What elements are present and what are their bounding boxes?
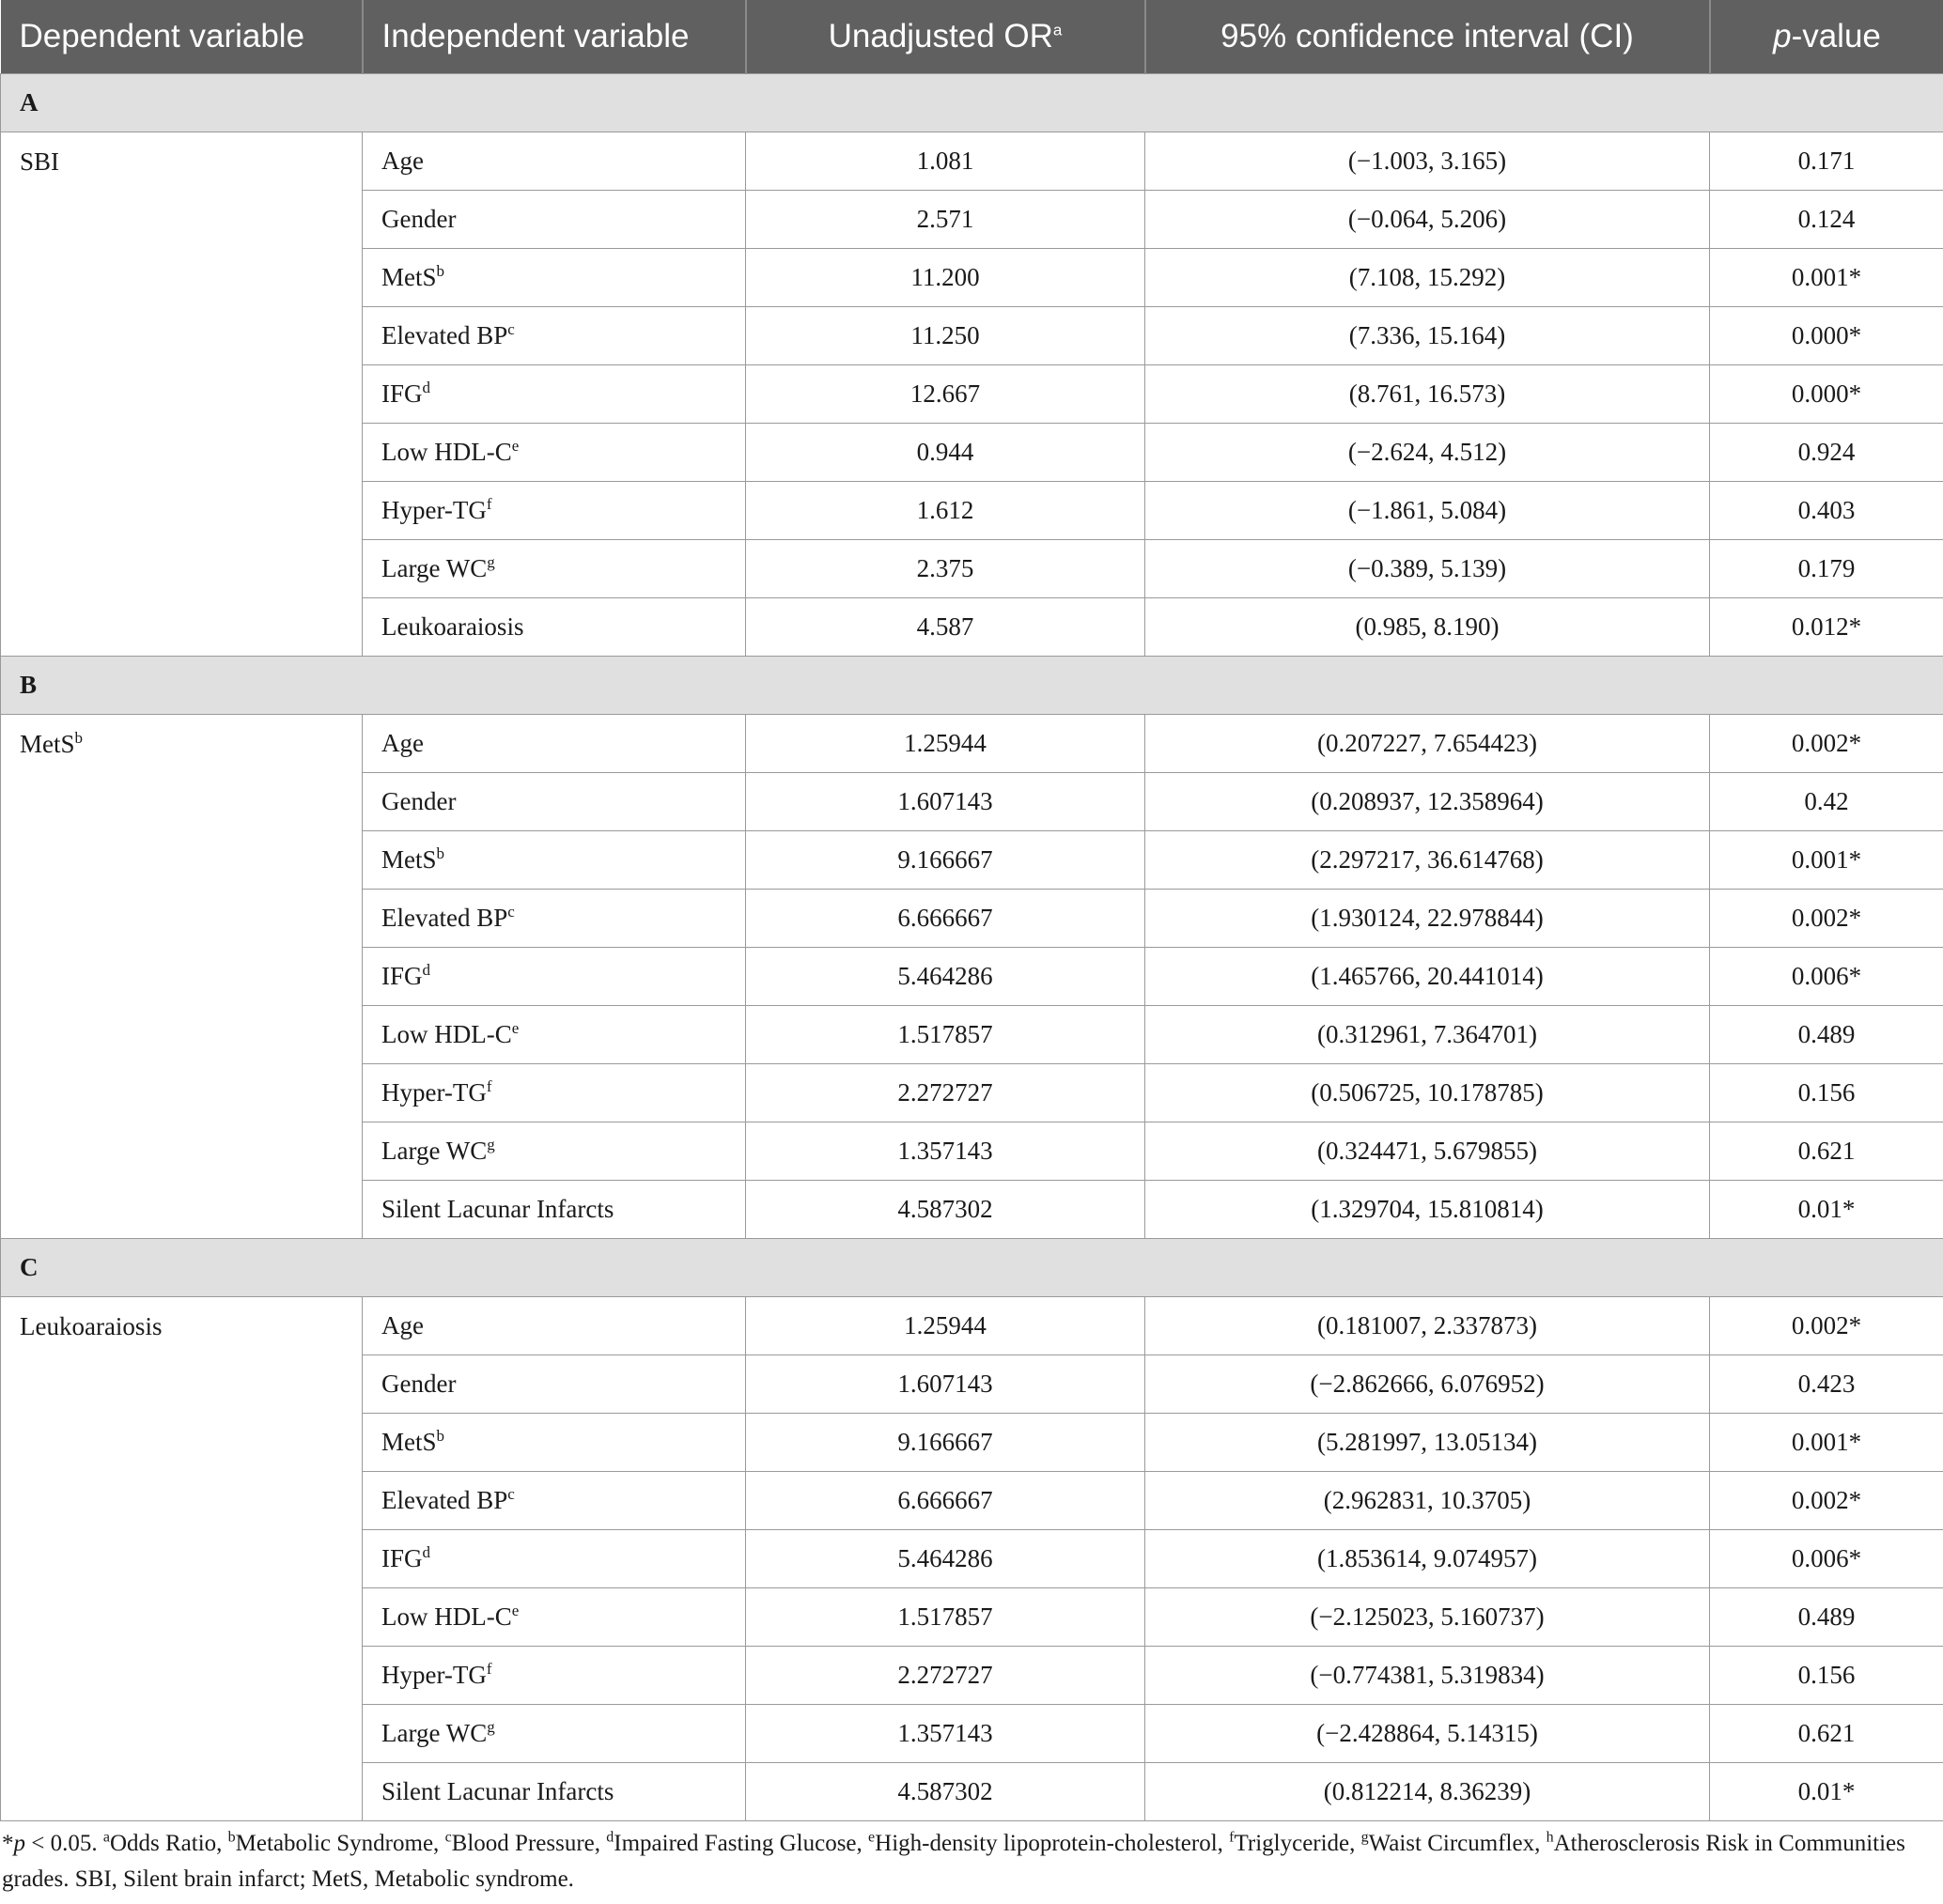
- independent-variable-cell: [363, 307, 746, 365]
- odds-ratio-cell: 12.667: [746, 365, 1145, 424]
- independent-variable-sup: d: [422, 379, 431, 396]
- independent-variable-cell: [363, 773, 746, 831]
- footnote-marker: b: [227, 1829, 236, 1846]
- dependent-variable-text: SBI: [20, 147, 60, 176]
- confidence-interval-cell: (−0.064, 5.206): [1145, 191, 1710, 249]
- confidence-interval-cell: (0.324471, 5.679855): [1145, 1122, 1710, 1181]
- odds-ratio-cell: 9.166667: [746, 1414, 1145, 1472]
- odds-ratio-cell: 6.666667: [746, 890, 1145, 948]
- independent-variable-text: IFG: [381, 1544, 423, 1572]
- independent-variable-sup: g: [487, 553, 495, 571]
- p-value-cell: 0.156: [1710, 1064, 1943, 1122]
- independent-variable-sup: c: [507, 903, 515, 921]
- odds-ratio-cell: 11.200: [746, 249, 1145, 307]
- independent-variable-text: Leukoaraiosis: [381, 612, 524, 641]
- p-value-cell: 0.006*: [1710, 1530, 1943, 1588]
- independent-variable-text: Low HDL-C: [381, 438, 512, 466]
- footnote-text: High-density lipoprotein-cholesterol,: [875, 1831, 1230, 1856]
- independent-variable-text: Hyper-TG: [381, 496, 487, 524]
- independent-variable-cell: [363, 540, 746, 598]
- confidence-interval-cell: (2.297217, 36.614768): [1145, 831, 1710, 890]
- independent-variable-sup: c: [507, 320, 515, 338]
- confidence-interval-cell: (2.962831, 10.3705): [1145, 1472, 1710, 1530]
- table-footnote: [2, 1826, 1919, 1897]
- independent-variable-sup: d: [422, 1543, 431, 1561]
- independent-variable-cell: [363, 831, 746, 890]
- independent-variable-cell: [363, 191, 746, 249]
- odds-ratio-cell: 0.944: [746, 424, 1145, 482]
- independent-variable-cell: [363, 1355, 746, 1414]
- p-value-cell: 0.423: [1710, 1355, 1943, 1414]
- independent-variable-text: Elevated BP: [381, 1486, 508, 1514]
- independent-variable-cell: [363, 1647, 746, 1705]
- table-body: [1, 74, 1943, 1821]
- dependent-variable-sup: b: [74, 729, 84, 747]
- footnote-marker: h: [1546, 1829, 1554, 1846]
- independent-variable-text: Large WC: [381, 1719, 488, 1747]
- section-row: [1, 657, 1943, 715]
- confidence-interval-cell: (5.281997, 13.05134): [1145, 1414, 1710, 1472]
- confidence-interval-cell: (7.108, 15.292): [1145, 249, 1710, 307]
- p-value-cell: 0.001*: [1710, 249, 1943, 307]
- odds-ratio-cell: 1.357143: [746, 1705, 1145, 1763]
- odds-ratio-cell: 6.666667: [746, 1472, 1145, 1530]
- independent-variable-cell: [363, 1530, 746, 1588]
- header-or-sup: a: [1052, 21, 1063, 39]
- independent-variable-cell: [363, 1705, 746, 1763]
- confidence-interval-cell: (−0.389, 5.139): [1145, 540, 1710, 598]
- independent-variable-cell: [363, 1181, 746, 1239]
- p-value-cell: 0.01*: [1710, 1763, 1943, 1821]
- header-unadjusted-or: [746, 0, 1145, 74]
- footnote-text: < 0.05.: [25, 1831, 103, 1856]
- independent-variable-sup: e: [511, 1602, 520, 1619]
- independent-variable-text: Age: [381, 729, 424, 757]
- odds-ratio-cell: 9.166667: [746, 831, 1145, 890]
- section-label: C: [1, 1239, 1943, 1297]
- confidence-interval-cell: (−2.125023, 5.160737): [1145, 1588, 1710, 1647]
- confidence-interval-cell: (0.812214, 8.36239): [1145, 1763, 1710, 1821]
- odds-ratio-cell: 1.607143: [746, 773, 1145, 831]
- p-value-cell: 0.621: [1710, 1705, 1943, 1763]
- independent-variable-cell: [363, 1122, 746, 1181]
- independent-variable-sup: g: [487, 1136, 495, 1153]
- independent-variable-text: Large WC: [381, 1137, 488, 1165]
- odds-ratio-cell: 5.464286: [746, 1530, 1145, 1588]
- independent-variable-sup: b: [436, 1427, 445, 1445]
- odds-ratio-cell: 11.250: [746, 307, 1145, 365]
- independent-variable-sup: f: [486, 495, 492, 513]
- independent-variable-text: Silent Lacunar Infarcts: [381, 1195, 614, 1223]
- independent-variable-text: Hyper-TG: [381, 1661, 487, 1689]
- odds-ratio-cell: 4.587: [746, 598, 1145, 657]
- confidence-interval-cell: (−2.624, 4.512): [1145, 424, 1710, 482]
- odds-ratio-cell: 2.571: [746, 191, 1145, 249]
- odds-ratio-cell: 5.464286: [746, 948, 1145, 1006]
- odds-ratio-cell: 1.517857: [746, 1588, 1145, 1647]
- header-confidence-interval: 95% confidence interval (CI): [1145, 0, 1710, 74]
- odds-ratio-cell: 2.272727: [746, 1064, 1145, 1122]
- p-value-cell: 0.42: [1710, 773, 1943, 831]
- confidence-interval-cell: (7.336, 15.164): [1145, 307, 1710, 365]
- independent-variable-text: Elevated BP: [381, 321, 508, 349]
- p-value-cell: 0.403: [1710, 482, 1943, 540]
- independent-variable-cell: [363, 424, 746, 482]
- p-value-cell: 0.01*: [1710, 1181, 1943, 1239]
- section-row: [1, 1239, 1943, 1297]
- odds-ratio-cell: 1.607143: [746, 1355, 1145, 1414]
- footnote-marker: d: [606, 1829, 614, 1846]
- p-value-cell: 0.179: [1710, 540, 1943, 598]
- independent-variable-text: Low HDL-C: [381, 1602, 512, 1631]
- p-value-cell: 0.002*: [1710, 1472, 1943, 1530]
- independent-variable-cell: [363, 1763, 746, 1821]
- table-row: [1, 715, 1943, 773]
- independent-variable-sup: g: [487, 1718, 495, 1736]
- independent-variable-text: Elevated BP: [381, 904, 508, 932]
- confidence-interval-cell: (1.329704, 15.810814): [1145, 1181, 1710, 1239]
- independent-variable-text: Hyper-TG: [381, 1078, 487, 1107]
- dependent-variable-text: Leukoaraiosis: [20, 1312, 163, 1340]
- independent-variable-cell: [363, 1297, 746, 1355]
- confidence-interval-cell: (8.761, 16.573): [1145, 365, 1710, 424]
- p-value-cell: 0.002*: [1710, 890, 1943, 948]
- odds-ratio-cell: 1.25944: [746, 715, 1145, 773]
- p-value-cell: 0.002*: [1710, 715, 1943, 773]
- confidence-interval-cell: (0.208937, 12.358964): [1145, 773, 1710, 831]
- dependent-variable-cell: [1, 132, 363, 657]
- confidence-interval-cell: (0.181007, 2.337873): [1145, 1297, 1710, 1355]
- confidence-interval-cell: (0.985, 8.190): [1145, 598, 1710, 657]
- independent-variable-cell: [363, 482, 746, 540]
- header-independent-variable: Independent variable: [363, 0, 746, 74]
- p-value-cell: 0.002*: [1710, 1297, 1943, 1355]
- footnote-text: Impaired Fasting Glucose,: [614, 1831, 869, 1856]
- footnote-text: Blood Pressure,: [451, 1831, 607, 1856]
- footnote-marker: c: [444, 1829, 452, 1846]
- section-label: A: [1, 74, 1943, 132]
- independent-variable-cell: [363, 1472, 746, 1530]
- header-p-rest: -value: [1791, 18, 1881, 54]
- independent-variable-cell: [363, 249, 746, 307]
- independent-variable-sup: b: [436, 844, 445, 862]
- footnote-text: Atherosclerosis Risk in Communities grades. SBI, Silent brain infarct; MetS, Metabolic syndrome.: [2, 1831, 1905, 1892]
- independent-variable-sup: b: [436, 262, 445, 280]
- confidence-interval-cell: (0.207227, 7.654423): [1145, 715, 1710, 773]
- header-or-text: Unadjusted OR: [828, 18, 1053, 54]
- dependent-variable-cell: [1, 1297, 363, 1821]
- confidence-interval-cell: (−0.774381, 5.319834): [1145, 1647, 1710, 1705]
- section-label: B: [1, 657, 1943, 715]
- confidence-interval-cell: (−1.003, 3.165): [1145, 132, 1710, 191]
- section-row: [1, 74, 1943, 132]
- independent-variable-text: MetS: [381, 845, 437, 874]
- footnote-text: p: [13, 1831, 25, 1856]
- independent-variable-sup: f: [486, 1077, 492, 1095]
- p-value-cell: 0.012*: [1710, 598, 1943, 657]
- independent-variable-text: MetS: [381, 263, 437, 291]
- independent-variable-sup: c: [507, 1485, 515, 1503]
- independent-variable-text: MetS: [381, 1428, 437, 1456]
- footnote-marker: e: [868, 1829, 876, 1846]
- independent-variable-cell: [363, 1006, 746, 1064]
- table-row: [1, 132, 1943, 191]
- independent-variable-text: Large WC: [381, 554, 488, 582]
- independent-variable-text: Silent Lacunar Infarcts: [381, 1777, 614, 1805]
- independent-variable-cell: [363, 132, 746, 191]
- footnote-text: Odds Ratio,: [109, 1831, 228, 1856]
- independent-variable-text: Gender: [381, 205, 457, 233]
- dependent-variable-text: MetS: [20, 730, 75, 758]
- independent-variable-cell: [363, 598, 746, 657]
- confidence-interval-cell: (0.506725, 10.178785): [1145, 1064, 1710, 1122]
- independent-variable-text: IFG: [381, 379, 423, 408]
- table-header: [1, 0, 1943, 74]
- p-value-cell: 0.621: [1710, 1122, 1943, 1181]
- odds-ratio-cell: 1.357143: [746, 1122, 1145, 1181]
- header-row: [1, 0, 1943, 74]
- footnote-marker: a: [102, 1829, 110, 1846]
- p-value-cell: 0.124: [1710, 191, 1943, 249]
- p-value-cell: 0.000*: [1710, 307, 1943, 365]
- confidence-interval-cell: (−2.428864, 5.14315): [1145, 1705, 1710, 1763]
- p-value-cell: 0.006*: [1710, 948, 1943, 1006]
- confidence-interval-cell: (−1.861, 5.084): [1145, 482, 1710, 540]
- independent-variable-cell: [363, 365, 746, 424]
- confidence-interval-cell: (1.930124, 22.978844): [1145, 890, 1710, 948]
- footnote-text: Triglyceride,: [1234, 1831, 1361, 1856]
- independent-variable-cell: [363, 1064, 746, 1122]
- independent-variable-cell: [363, 890, 746, 948]
- p-value-cell: 0.171: [1710, 132, 1943, 191]
- independent-variable-cell: [363, 1588, 746, 1647]
- odds-ratio-cell: 4.587302: [746, 1181, 1145, 1239]
- independent-variable-text: Low HDL-C: [381, 1020, 512, 1048]
- odds-ratio-cell: 4.587302: [746, 1763, 1145, 1821]
- p-value-cell: 0.489: [1710, 1006, 1943, 1064]
- p-value-cell: 0.000*: [1710, 365, 1943, 424]
- p-value-cell: 0.001*: [1710, 1414, 1943, 1472]
- independent-variable-text: Age: [381, 1311, 424, 1339]
- p-value-cell: 0.156: [1710, 1647, 1943, 1705]
- independent-variable-sup: e: [511, 1019, 520, 1037]
- independent-variable-text: IFG: [381, 962, 423, 990]
- independent-variable-cell: [363, 715, 746, 773]
- independent-variable-cell: [363, 948, 746, 1006]
- p-value-cell: 0.489: [1710, 1588, 1943, 1647]
- confidence-interval-cell: (1.853614, 9.074957): [1145, 1530, 1710, 1588]
- independent-variable-text: Gender: [381, 787, 457, 815]
- independent-variable-sup: e: [511, 437, 520, 455]
- confidence-interval-cell: (1.465766, 20.441014): [1145, 948, 1710, 1006]
- footnote-marker: g: [1360, 1829, 1369, 1846]
- odds-ratio-cell: 2.272727: [746, 1647, 1145, 1705]
- header-p-value: [1710, 0, 1943, 74]
- odds-ratio-cell: 1.081: [746, 132, 1145, 191]
- header-dependent-variable: Dependent variable: [1, 0, 363, 74]
- table-row: [1, 1297, 1943, 1355]
- confidence-interval-cell: (0.312961, 7.364701): [1145, 1006, 1710, 1064]
- odds-ratio-cell: 1.612: [746, 482, 1145, 540]
- p-value-cell: 0.001*: [1710, 831, 1943, 890]
- independent-variable-text: Age: [381, 147, 424, 175]
- independent-variable-cell: [363, 1414, 746, 1472]
- p-value-cell: 0.924: [1710, 424, 1943, 482]
- odds-ratio-cell: 1.517857: [746, 1006, 1145, 1064]
- header-p-italic: p: [1773, 18, 1792, 54]
- footnote-marker: f: [1229, 1829, 1235, 1846]
- independent-variable-text: Gender: [381, 1370, 457, 1398]
- dependent-variable-cell: [1, 715, 363, 1239]
- footnote-text: Waist Circumflex,: [1368, 1831, 1547, 1856]
- odds-ratio-cell: 2.375: [746, 540, 1145, 598]
- independent-variable-sup: f: [486, 1660, 492, 1678]
- independent-variable-sup: d: [422, 961, 431, 979]
- odds-ratio-cell: 1.25944: [746, 1297, 1145, 1355]
- footnote-text: *: [2, 1831, 14, 1856]
- footnote-text: Metabolic Syndrome,: [235, 1831, 445, 1856]
- confidence-interval-cell: (−2.862666, 6.076952): [1145, 1355, 1710, 1414]
